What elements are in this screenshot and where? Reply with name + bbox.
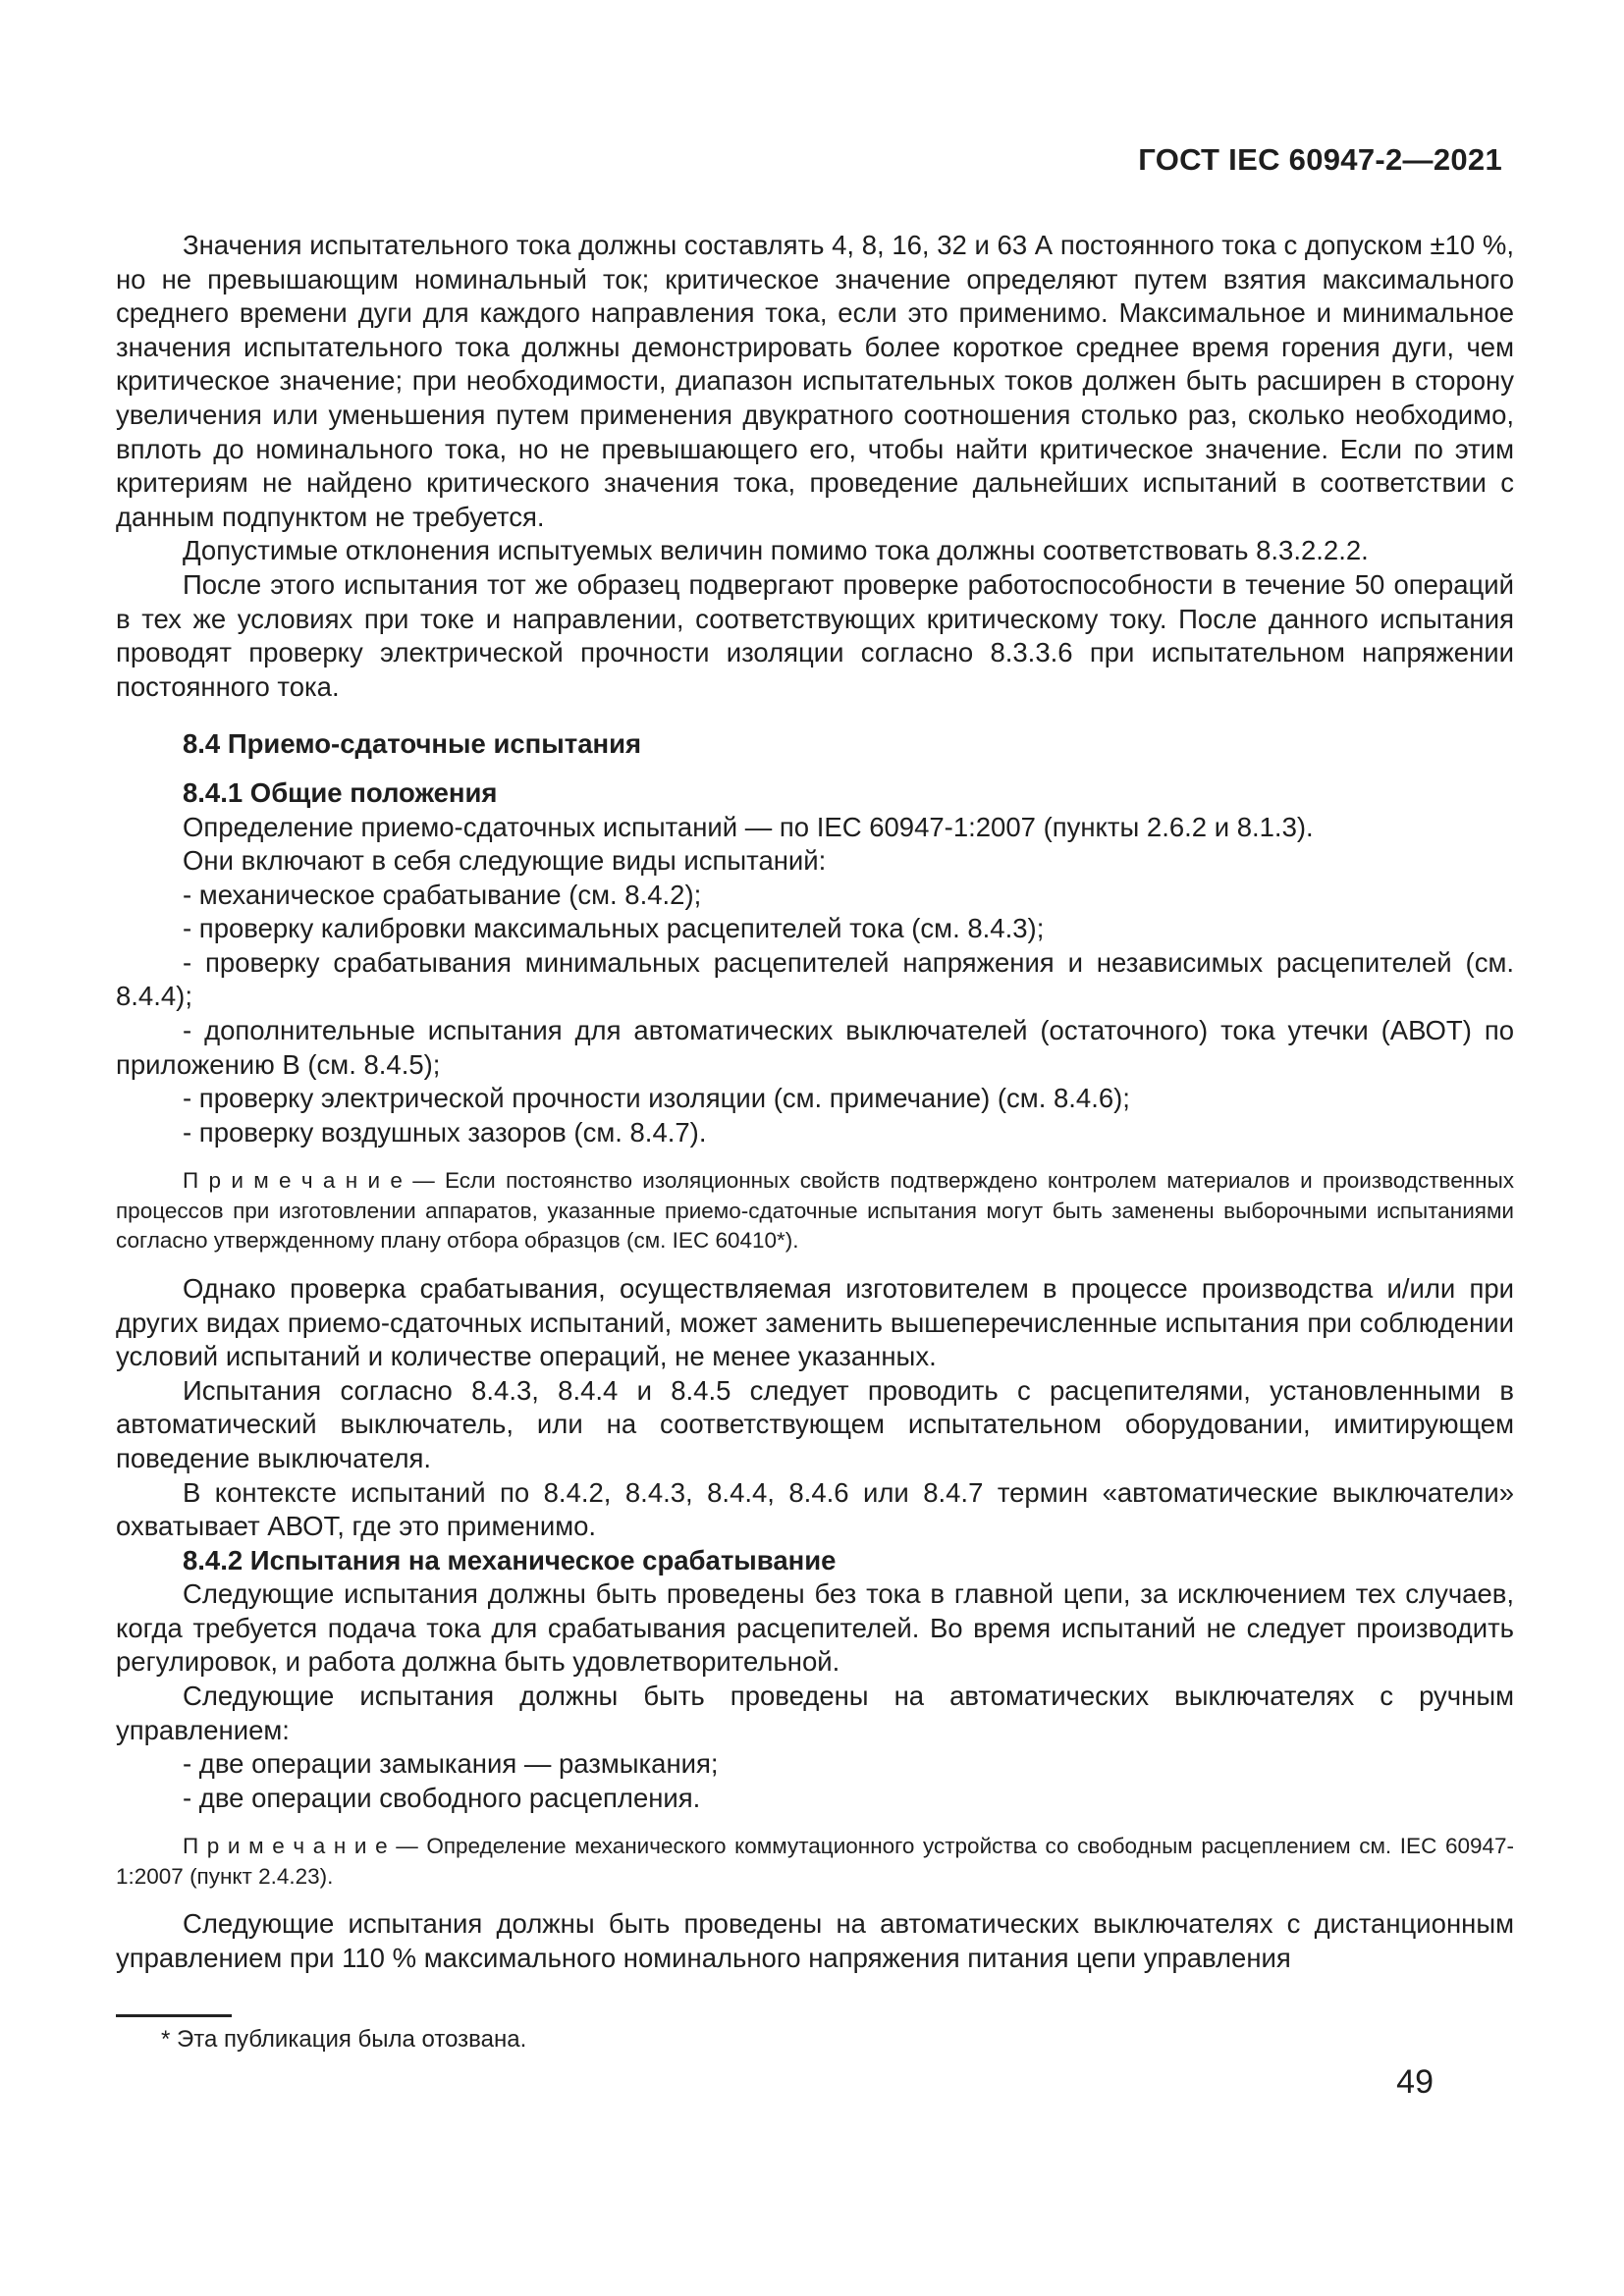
paragraph: В контексте испытаний по 8.4.2, 8.4.3, 8.4.4, 8.4.6 или 8.4.7 термин «автоматические выключатели» охватывает АВОТ, где это применимо. — [116, 1476, 1514, 1542]
list-item: - механическое срабатывание (см. 8.4.2); — [183, 879, 702, 910]
paragraph: Они включают в себя следующие виды испытаний: — [183, 845, 827, 877]
paragraph: Значения испытательного тока должны составлять 4, 8, 16, 32 и 63 А постоянного тока с допуском ±10 %, но не превышающим номинальный ток; критическое значение определяют путем взятия максимального среднего времени дуги для каждого направления тока, если это применимо. Максимальное и минимальное значения испытательного тока должны демонстрировать более короткое среднее время горения дуги, чем критическое значение; при необходимости, диапазон испытательных токов должен быть расширен в сторону увеличения или уменьшения путем применения двукратного соотношения столько раз, сколько необходимо, вплоть до номинального тока, но не превышающего его, чтобы найти критическое значение. Если по этим критериям не найдено критического значения тока, проведение дальнейших испытаний в соответствии с данным подпунктом не требуется. — [116, 230, 1514, 532]
footnote-rule — [116, 2014, 232, 2017]
paragraph: Допустимые отклонения испытуемых величин помимо тока должны соответствовать 8.3.2.2.2. — [183, 535, 1369, 566]
note: П р и м е ч а н и е — Если постоянство изоляционных свойств подтверждено контролем материалов и производственных процессов при изготовлении аппаратов, указанные приемо-сдаточные испытания могут быть заменены выборочными испытаниями согласно утвержденному плану отбора образцов (см. IEC 60410*). — [116, 1168, 1514, 1254]
paragraph: Испытания согласно 8.4.3, 8.4.4 и 8.4.5 следует проводить с расцепителями, установленными в автоматический выключатель, или на соответствующем испытательном оборудовании, имитирующем поведение выключателя. — [116, 1374, 1514, 1473]
note: П р и м е ч а н и е — Определение механического коммутационного устройства со свободным расцеплением см. IEC 60947-1:2007 (пункт 2.4.23). — [116, 1834, 1514, 1889]
running-header: ГОСТ IEC 60947-2—2021 — [1138, 142, 1502, 177]
footnote: * Эта публикация была отозвана. — [161, 2026, 527, 2053]
paragraph: Определение приемо-сдаточных испытаний — по IEC 60947-1:2007 (пункты 2.6.2 и 8.1.3). — [183, 811, 1314, 842]
page-number: 49 — [1396, 2063, 1434, 2101]
paragraph: Следующие испытания должны быть проведены на автоматических выключателях с дистанционным управлением при 110 % максимального номинального напряжения питания цепи управления — [116, 1908, 1514, 1974]
list-item: - проверку калибровки максимальных расцепителей тока (см. 8.4.3); — [183, 913, 1045, 944]
paragraph: Однако проверка срабатывания, осуществляемая изготовителем в процессе производства и/или при других видах приемо-сдаточных испытаний, может заменить вышеперечисленные испытания при соблюдении условий испытаний и количестве операций, не менее указанных. — [116, 1272, 1514, 1372]
paragraph: Следующие испытания должны быть проведены на автоматических выключателях с ручным управлением: — [116, 1681, 1514, 1745]
list-item: - проверку электрической прочности изоляции (см. примечание) (см. 8.4.6); — [183, 1083, 1130, 1114]
subsection-heading-8-4-1: 8.4.1 Общие положения — [183, 776, 498, 808]
list-item: - проверку воздушных зазоров (см. 8.4.7). — [183, 1116, 707, 1148]
document-body — [116, 229, 1514, 1976]
paragraph: Следующие испытания должны быть проведены без тока в главной цепи, за исключением тех случаев, когда требуется подача тока для срабатывания расцепителей. Во время испытаний не следует производить регулировок, и работа должна быть удовлетворительной. — [116, 1578, 1514, 1678]
section-heading-8-4: 8.4 Приемо-сдаточные испытания — [183, 728, 642, 760]
list-item: - две операции замыкания — размыкания; — [183, 1748, 719, 1780]
subsection-heading-8-4-2: 8.4.2 Испытания на механическое срабатывание — [183, 1544, 837, 1575]
list-item: - две операции свободного расцепления. — [183, 1782, 701, 1813]
list-item: - дополнительные испытания для автоматических выключателей (остаточного) тока утечки (АВОТ) по приложению В (см. 8.4.5); — [116, 1015, 1514, 1080]
list-item: - проверку срабатывания минимальных расцепителей напряжения и независимых расцепителей (см. 8.4.4); — [116, 946, 1514, 1012]
paragraph: После этого испытания тот же образец подвергают проверке работоспособности в течение 50 операций в тех же условиях при токе и направлении, соответствующих критическому току. После данного испытания проводят проверку электрической прочности изоляции согласно 8.3.3.6 при испытательном напряжении постоянного тока. — [116, 568, 1514, 702]
